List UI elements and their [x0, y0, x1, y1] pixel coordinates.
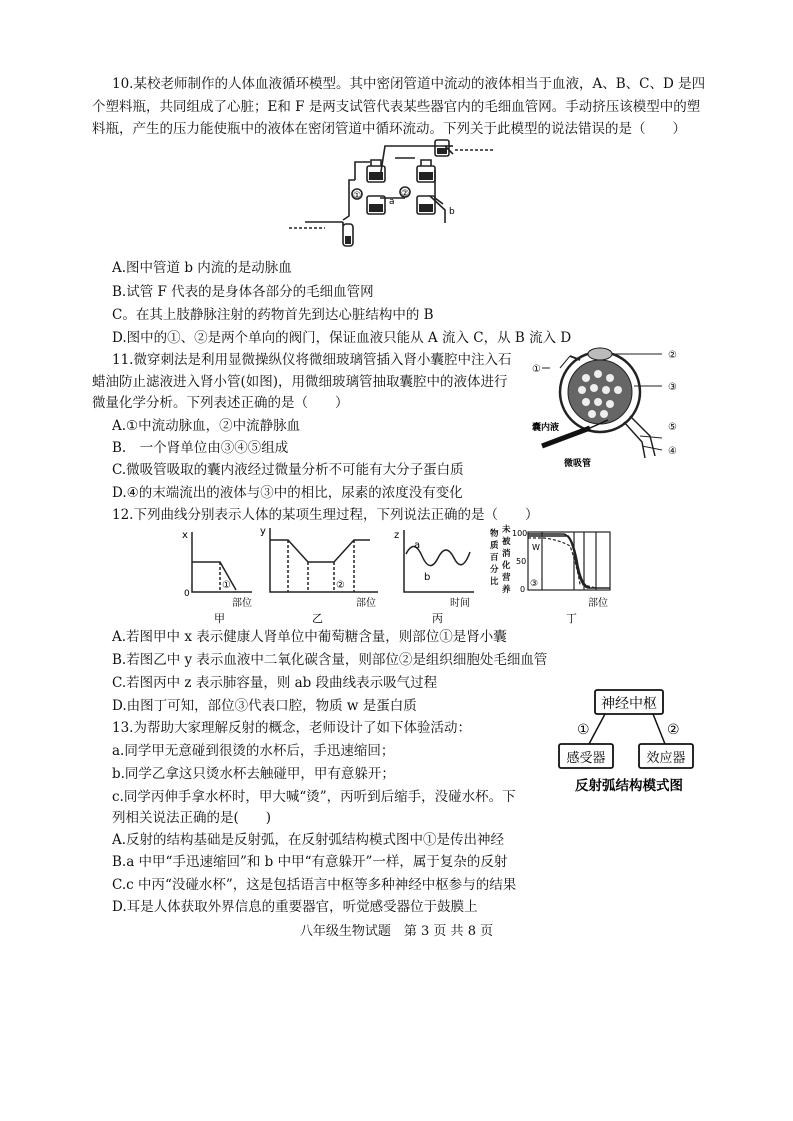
q12-yi-mark: ② [336, 580, 345, 591]
q12-ding-tick-50: 50 [516, 557, 527, 566]
q12-ding-xlabel: 部位 [588, 598, 608, 609]
q11-nephron-micropuncture-figure [530, 346, 690, 474]
q11-fig-label-3: ③ [668, 382, 677, 393]
q12-bing-axis-label: z [394, 530, 400, 541]
q13-diagram-center: 神经中枢 [601, 696, 657, 712]
q11-stem-line3: 微量化学分析。下列表述正确的是（ ） [92, 395, 349, 411]
q10-fig-label-2: ② [401, 189, 410, 199]
q11-fig-label-2: ② [668, 350, 677, 361]
q12-option-c: C.若图丙中 z 表示肺容量，则 ab 段曲线表示吸气过程 [112, 675, 438, 691]
q10-stem-line2: 个塑料瓶，共同组成了心脏；E和 F 是两支试管代表某些器官内的毛细血管网。手动挤压该模型中的塑 [92, 99, 701, 115]
q13-diagram-effector: 效应器 [646, 751, 686, 766]
q12-graph-yi [258, 522, 388, 624]
q12-ding-mark: ③ [530, 579, 539, 589]
q13-option-a: A.反射的结构基础是反射弧，在反射弧结构模式图中①是传出神经 [112, 832, 505, 848]
q13-diagram-caption: 反射弧结构模式图 [575, 778, 683, 794]
page-footer: 八年级生物试题 第 3 页 共 8 页 [299, 924, 494, 939]
q12-ding-ylabel2-char: 被 [502, 537, 511, 547]
q11-fig-label-5: ⑤ [668, 422, 677, 433]
q12-option-b: B.若图乙中 y 表示血液中二氧化碳含量，则部位②是组织细胞处毛细血管 [112, 652, 548, 668]
q12-option-a: A.若图甲中 x 表示健康人肾单位中葡萄糖含量，则部位①是肾小囊 [112, 629, 507, 645]
q12-yi-xlabel: 部位 [356, 598, 376, 609]
q12-ding-ylabel2-char: 化 [502, 561, 511, 571]
q11-stem-line1: 11.微穿刺法是利用显微操纵仪将微细玻璃管插入肾小囊腔中注入石 [112, 352, 512, 368]
q12-option-d: D.由图丁可知，部位③代表口腔，物质 w 是蛋白质 [112, 698, 417, 714]
q12-graph-ding [484, 522, 644, 626]
q13-diagram-n1: ① [577, 722, 590, 738]
q13-diagram-n2: ② [667, 722, 680, 738]
q12-ding-ylabel2-char: 营 [502, 573, 511, 583]
q11-fig-label-micropipette: 微吸管 [564, 459, 592, 469]
q11-option-c: C.微吸管吸取的囊内液经过微量分析不可能有大分子蛋白质 [112, 462, 464, 478]
q13-activity-a: a.同学甲无意碰到很烫的水杯后，手迅速缩回； [112, 743, 395, 759]
q12-ding-w: W [532, 543, 540, 552]
q13-activity-c-line1: c.同学丙伸手拿水杯时，甲大喊“烫”，丙听到后缩手，没碰水杯。下 [112, 789, 516, 805]
q10-fig-label-b: b [449, 207, 455, 217]
q12-ding-tick-100: 100 [512, 529, 528, 538]
q12-ding-ylabel2-char: 养 [502, 585, 511, 595]
q12-ding-ylabel-char: 物 [490, 529, 499, 539]
q13-stem: 13.为帮助大家理解反射的概念，老师设计了如下体验活动： [112, 720, 471, 736]
q11-option-a: A.①中流动脉血，②中流静脉血 [112, 418, 301, 434]
q13-activity-b: b.同学乙拿这只烫水杯去触碰甲，甲有意躲开； [112, 766, 395, 782]
q12-bing-name: 丙 [432, 612, 443, 624]
q12-graph-jia [180, 526, 260, 624]
q12-bing-point-b: b [424, 572, 431, 583]
q12-jia-axis-label: x [182, 530, 188, 541]
q12-bing-xlabel: 时间 [450, 598, 470, 609]
q12-ding-ylabel2-char: 消 [502, 549, 511, 559]
q10-stem-line3: 料瓶，产生的压力能使瓶中的液体在密闭管道中循环流动。下列关于此模型的说法错误的是（ ） [92, 121, 686, 137]
q12-jia-origin: 0 [184, 589, 190, 599]
q13-reflex-arc-diagram [555, 688, 705, 796]
q10-fig-label-a: a [389, 197, 395, 207]
q12-ding-ylabel-char: 百 [490, 553, 499, 563]
q11-fig-label-4: ④ [668, 446, 677, 457]
q10-circulation-model-figure [285, 138, 515, 250]
q12-stem: 12.下列曲线分别表示人体的某项生理过程，下列说法正确的是（ ） [112, 507, 539, 523]
q12-jia-mark: ① [222, 580, 231, 591]
q12-jia-xlabel: 部位 [232, 598, 252, 609]
q13-activity-c-line2: 列相关说法正确的是( ) [112, 810, 272, 826]
q13-diagram-receptor: 感受器 [566, 751, 606, 766]
q12-yi-name: 乙 [312, 612, 323, 624]
q11-option-b: B. 一个肾单位由③④⑤组成 [112, 440, 289, 456]
q13-option-d: D.耳是人体获取外界信息的重要器官，听觉感受器位于鼓膜上 [112, 899, 478, 915]
q11-fig-label-1: ① [532, 364, 541, 375]
q12-ding-name: 丁 [566, 612, 577, 625]
q10-fig-label-1: ① [353, 191, 362, 201]
q10-option-a: A.图中管道 b 内流的是动脉血 [112, 260, 292, 276]
q12-jia-name: 甲 [214, 612, 225, 624]
q12-ding-ylabel-char: 比 [490, 577, 499, 587]
q12-bing-point-a: a [414, 540, 421, 551]
q10-stem-line1: 10.某校老师制作的人体血液循环模型。其中密闭管道中流动的液体相当于血液，A、B、C、D 是四 [112, 76, 706, 92]
q12-ding-ylabel-char: 质 [490, 541, 499, 551]
q11-fig-label-capsule-fluid: 囊内液 [532, 423, 560, 433]
q11-stem-line2: 蜡油防止滤液进入肾小管(如图)，用微细玻璃管抽取囊腔中的液体进行 [92, 374, 508, 390]
q11-option-d: D.④的末端流出的液体与③中的相比，尿素的浓度没有变化 [112, 485, 463, 501]
q10-option-c: C。在其上肢静脉注射的药物首先到达心脏结构中的 B [112, 307, 434, 323]
q12-ding-tick-0: 0 [520, 585, 526, 594]
q12-yi-axis-label: y [260, 526, 266, 537]
q12-ding-ylabel-char: 分 [490, 565, 499, 575]
q13-option-c: C.c 中丙“没碰水杯”，这是包括语言中枢等多种神经中枢参与的结果 [112, 877, 517, 893]
q13-option-b: B.a 中甲“手迅速缩回”和 b 中甲“有意躲开”一样，属于复杂的反射 [112, 854, 508, 870]
q10-option-b: B.试管 F 代表的是身体各部分的毛细血管网 [112, 284, 374, 300]
q12-graph-bing [392, 524, 482, 624]
q12-ding-ylabel2-char: 未 [502, 525, 511, 535]
q10-option-d: D.图中的①、②是两个单向的阀门，保证血液只能从 A 流入 C，从 B 流入 D [112, 330, 572, 346]
